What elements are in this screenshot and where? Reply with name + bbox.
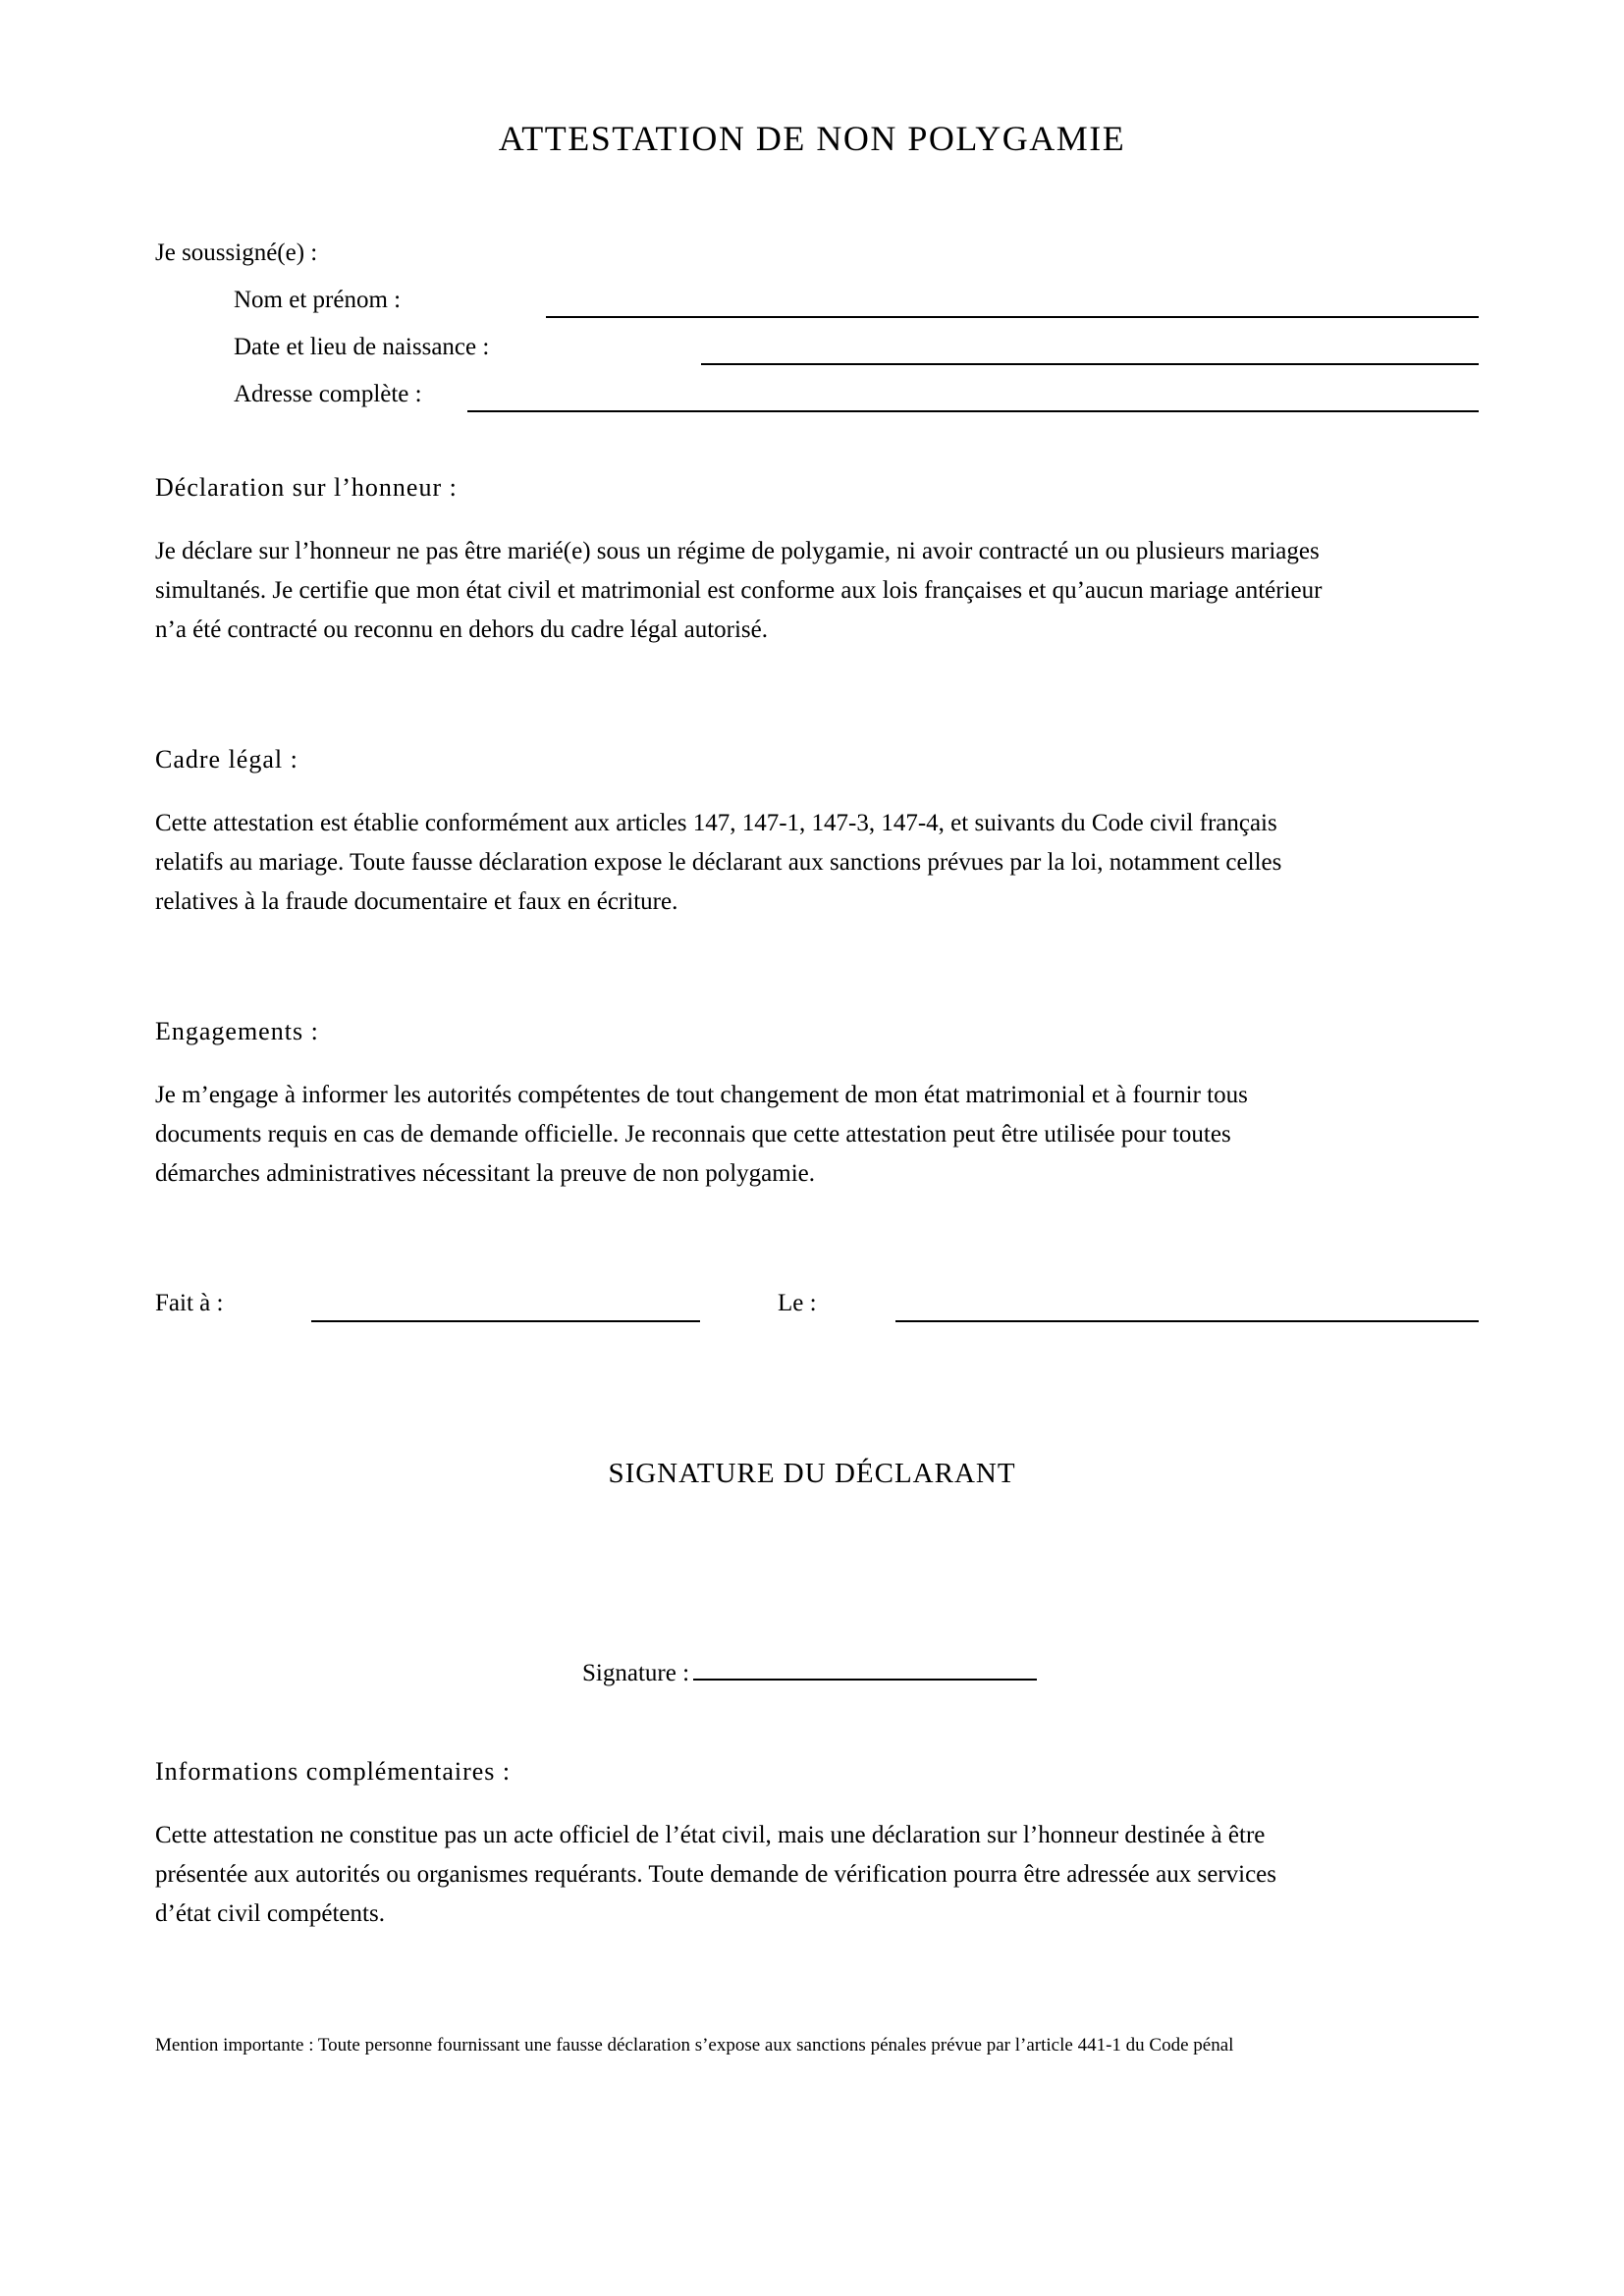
document-title: ATTESTATION DE NON POLYGAMIE	[498, 119, 1126, 158]
legal-paragraph	[155, 804, 1481, 922]
declaration-line: Je déclare sur l’honneur ne pas être marié(e) sous un régime de polygamie, ni avoir contracté un ou plusieurs mariages	[155, 538, 1320, 564]
declaration-heading: Déclaration sur l’honneur :	[155, 473, 458, 502]
declaration-line: simultanés. Je certifie que mon état civil et matrimonial est conforme aux lois françaises et qu’aucun mariage antérieur	[155, 577, 1323, 604]
declaration-line: n’a été contracté ou reconnu en dehors du cadre légal autorisé.	[155, 616, 769, 643]
address-label: Adresse complète :	[234, 381, 422, 407]
signature-label: Signature :	[582, 1660, 690, 1686]
legal-line: relatives à la fraude documentaire et faux en écriture.	[155, 888, 678, 915]
name-field-line[interactable]	[546, 316, 1479, 318]
place-field-line[interactable]	[311, 1320, 700, 1322]
additional-line: Cette attestation ne constitue pas un acte officiel de l’état civil, mais une déclaration sur l’honneur destinée à être	[155, 1822, 1266, 1848]
birth-field-line[interactable]	[701, 363, 1479, 365]
commitments-line: démarches administratives nécessitant la preuve de non polygamie.	[155, 1160, 815, 1187]
signature-row	[582, 1657, 1037, 1687]
legal-line: Cette attestation est établie conformément aux articles 147, 147-1, 147-3, 147-4, et suivants du Code civil français	[155, 810, 1277, 836]
birth-label: Date et lieu de naissance :	[234, 334, 490, 360]
commitments-line: Je m’engage à informer les autorités compétentes de tout changement de mon état matrimonial et à fournir tous	[155, 1082, 1248, 1108]
place-label: Fait à :	[155, 1290, 224, 1316]
signature-title: SIGNATURE DU DÉCLARANT	[608, 1458, 1016, 1489]
commitments-heading: Engagements :	[155, 1017, 319, 1045]
additional-line: présentée aux autorités ou organismes requérants. Toute demande de vérification pourra être adressée aux services	[155, 1861, 1277, 1888]
name-label: Nom et prénom :	[234, 287, 402, 313]
additional-paragraph	[155, 1816, 1481, 1934]
signature-field-line[interactable]	[693, 1657, 1037, 1681]
additional-heading: Informations complémentaires :	[155, 1757, 512, 1786]
declarant-intro: Je soussigné(e) :	[155, 240, 318, 266]
commitments-paragraph	[155, 1076, 1481, 1194]
date-field-line[interactable]	[895, 1320, 1479, 1322]
declaration-paragraph	[155, 532, 1481, 650]
additional-line: d’état civil compétents.	[155, 1900, 385, 1927]
commitments-line: documents requis en cas de demande officielle. Je reconnais que cette attestation peut être utilisée pour toutes	[155, 1121, 1231, 1148]
legal-heading: Cadre légal :	[155, 745, 298, 774]
legal-line: relatifs au mariage. Toute fausse déclaration expose le déclarant aux sanctions prévues par la loi, notamment celles	[155, 849, 1282, 876]
date-label: Le :	[778, 1290, 817, 1316]
address-field-line[interactable]	[467, 410, 1479, 412]
footnote: Mention importante : Toute personne fournissant une fausse déclaration s’expose aux sanctions pénales prévue par l’article 441-1 du Code pénal	[155, 2035, 1234, 2056]
